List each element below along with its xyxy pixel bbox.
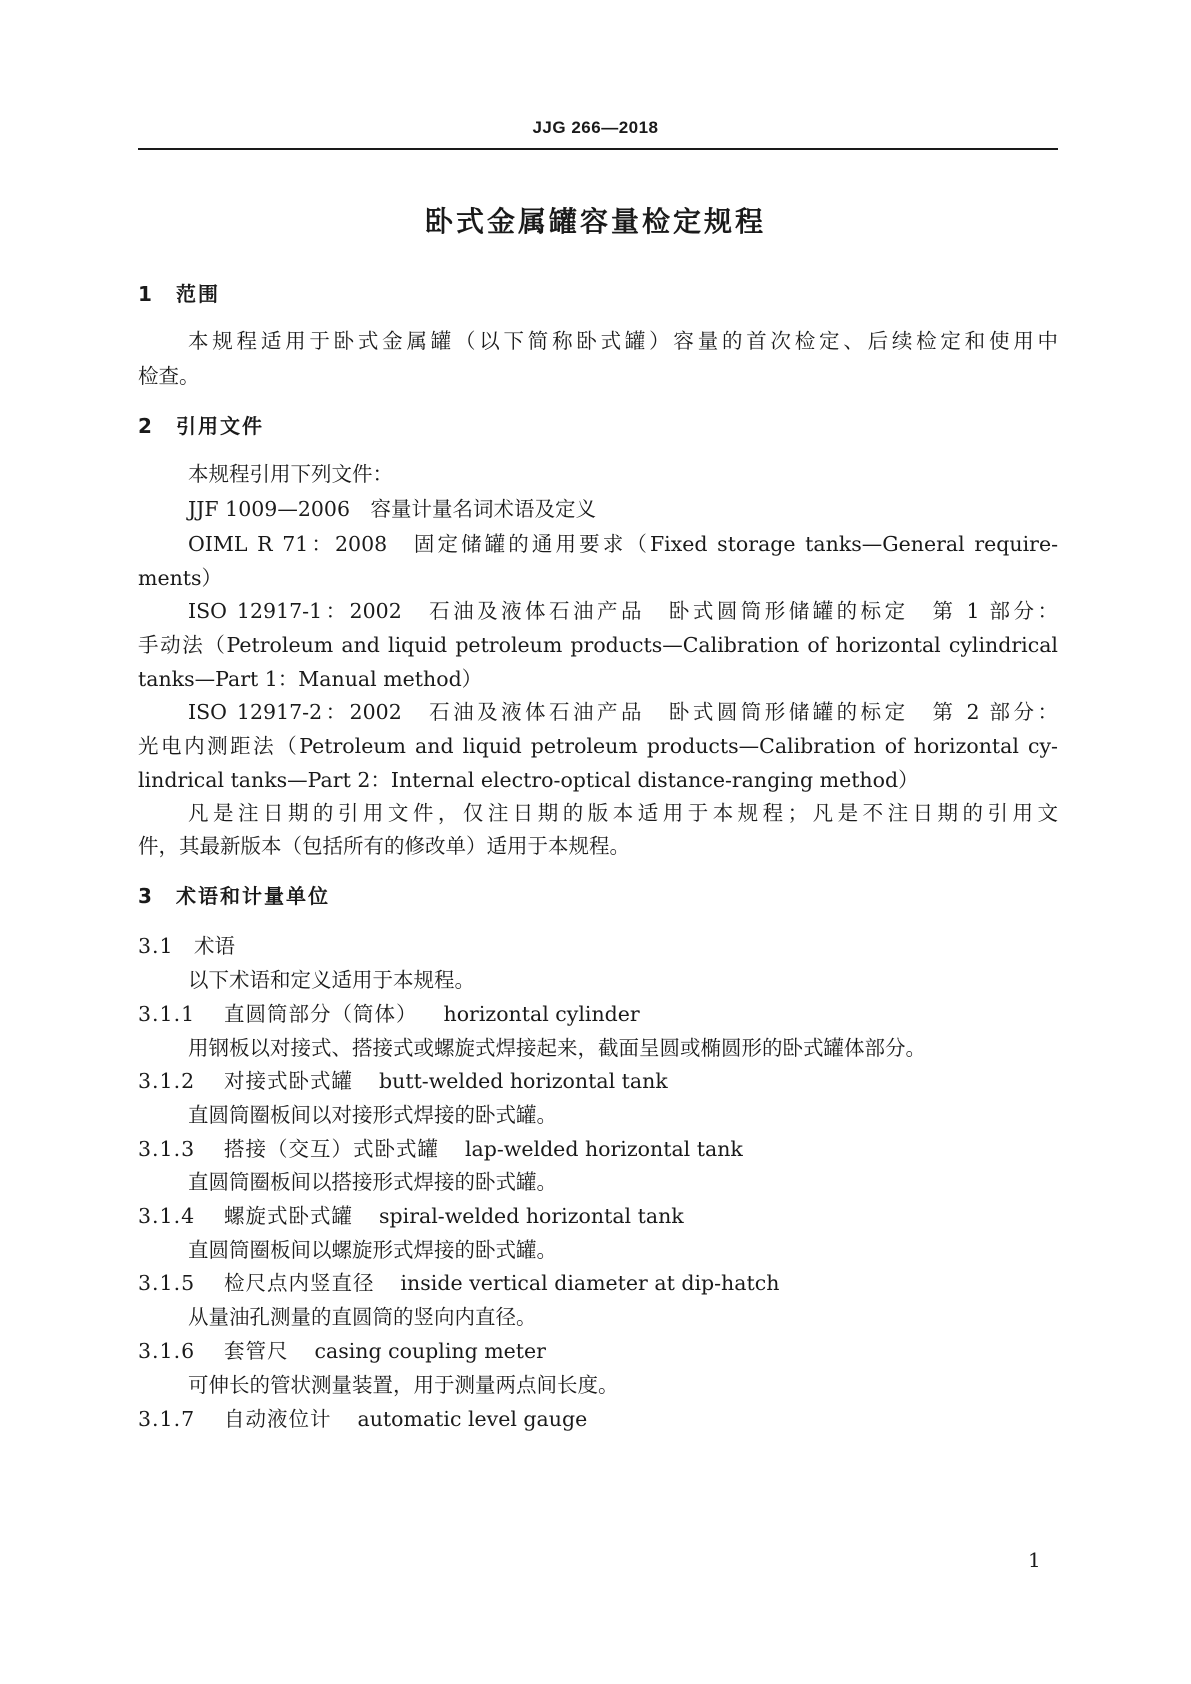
standard-code: JJG 266—2018 [532, 118, 659, 137]
section-title: 范围 [176, 282, 220, 306]
term-english: spiral-welded horizontal tank [379, 1204, 684, 1228]
term-definition: 从量油孔测量的直圆筒的竖向内直径。 [188, 1305, 537, 1329]
term-english: horizontal cylinder [443, 1002, 640, 1026]
section-number: 1 [138, 282, 152, 306]
scope-paragraph-line: 检查。 [138, 364, 200, 388]
term-definition: 直圆筒圈板间以搭接形式焊接的卧式罐。 [188, 1170, 557, 1194]
section-heading-3 [138, 882, 330, 910]
term-definition: 直圆筒圈板间以螺旋形式焊接的卧式罐。 [188, 1238, 557, 1262]
reference-iso-12917-1: ISO 12917-1：2002 石油及液体石油产品 卧式圆筒形储罐的标定 第 1 部分： [188, 599, 1058, 623]
subsection-number: 3.1 [138, 934, 174, 958]
terms-intro: 以下术语和定义适用于本规程。 [188, 968, 475, 992]
term-entry [138, 1135, 743, 1163]
term-definition: 可伸长的管状测量装置，用于测量两点间长度。 [188, 1373, 619, 1397]
references-note-line: 凡是注日期的引用文件，仅注日期的版本适用于本规程；凡是不注日期的引用文 [188, 801, 1058, 825]
reference-oiml-r71: OIML R 71：2008 固定储罐的通用要求（Fixed storage tanks—General require- [188, 532, 1058, 556]
term-chinese: 直圆筒部分（筒体） [224, 1002, 418, 1026]
term-english: automatic level gauge [357, 1407, 588, 1431]
term-number: 3.1.7 [138, 1407, 196, 1431]
term-english: lap-welded horizontal tank [465, 1137, 743, 1161]
references-note-line: 件，其最新版本（包括所有的修改单）适用于本规程。 [138, 834, 630, 858]
term-number: 3.1.5 [138, 1271, 196, 1295]
term-english: inside vertical diameter at dip-hatch [400, 1271, 780, 1295]
reference-iso-12917-2-cont: 光电内测距法（Petroleum and liquid petroleum products—Calibration of horizontal cy- [138, 734, 1058, 758]
reference-iso-12917-1-cont: tanks—Part 1：Manual method） [138, 667, 483, 691]
term-entry [138, 1202, 684, 1230]
term-number: 3.1.2 [138, 1069, 196, 1093]
reference-iso-12917-2-cont: lindrical tanks—Part 2：Internal electro-optical distance-ranging method） [138, 768, 919, 792]
term-chinese: 检尺点内竖直径 [224, 1271, 375, 1295]
term-chinese: 套管尺 [224, 1339, 289, 1363]
term-english: casing coupling meter [314, 1339, 546, 1363]
term-definition: 用钢板以对接式、搭接式或螺旋式焊接起来，截面呈圆或椭圆形的卧式罐体部分。 [188, 1036, 926, 1060]
reference-oiml-r71-cont: ments） [138, 566, 223, 590]
term-number: 3.1.3 [138, 1137, 196, 1161]
subsection-title: 术语 [194, 934, 235, 958]
reference-jjf-1009: JJF 1009—2006 容量计量名词术语及定义 [188, 497, 597, 521]
term-definition: 直圆筒圈板间以对接形式焊接的卧式罐。 [188, 1103, 557, 1127]
subsection-heading-3-1 [138, 932, 235, 960]
document-title: 卧式金属罐容量检定规程 [424, 205, 766, 238]
term-english: butt-welded horizontal tank [379, 1069, 668, 1093]
term-entry [138, 1269, 779, 1297]
term-number: 3.1.4 [138, 1204, 196, 1228]
section-title: 术语和计量单位 [176, 884, 330, 908]
term-entry [138, 1067, 668, 1095]
term-chinese: 螺旋式卧式罐 [224, 1204, 353, 1228]
term-chinese: 自动液位计 [224, 1407, 332, 1431]
section-heading-2 [138, 412, 264, 440]
page-number: 1 [1028, 1548, 1041, 1572]
reference-iso-12917-2: ISO 12917-2：2002 石油及液体石油产品 卧式圆筒形储罐的标定 第 2 部分： [188, 700, 1058, 724]
term-chinese: 对接式卧式罐 [224, 1069, 353, 1093]
term-entry [138, 1405, 587, 1433]
term-entry [138, 1000, 640, 1028]
term-chinese: 搭接（交互）式卧式罐 [224, 1137, 439, 1161]
term-number: 3.1.6 [138, 1339, 196, 1363]
section-title: 引用文件 [176, 414, 264, 438]
section-number: 3 [138, 884, 152, 908]
term-entry [138, 1337, 546, 1365]
section-heading-1 [138, 280, 220, 308]
term-number: 3.1.1 [138, 1002, 196, 1026]
scope-paragraph-line: 本规程适用于卧式金属罐（以下简称卧式罐）容量的首次检定、后续检定和使用中 [188, 329, 1058, 353]
header-rule [138, 148, 1058, 150]
reference-iso-12917-1-cont: 手动法（Petroleum and liquid petroleum products—Calibration of horizontal cylindrical [138, 633, 1058, 657]
section-number: 2 [138, 414, 152, 438]
references-intro: 本规程引用下列文件： [188, 462, 393, 486]
